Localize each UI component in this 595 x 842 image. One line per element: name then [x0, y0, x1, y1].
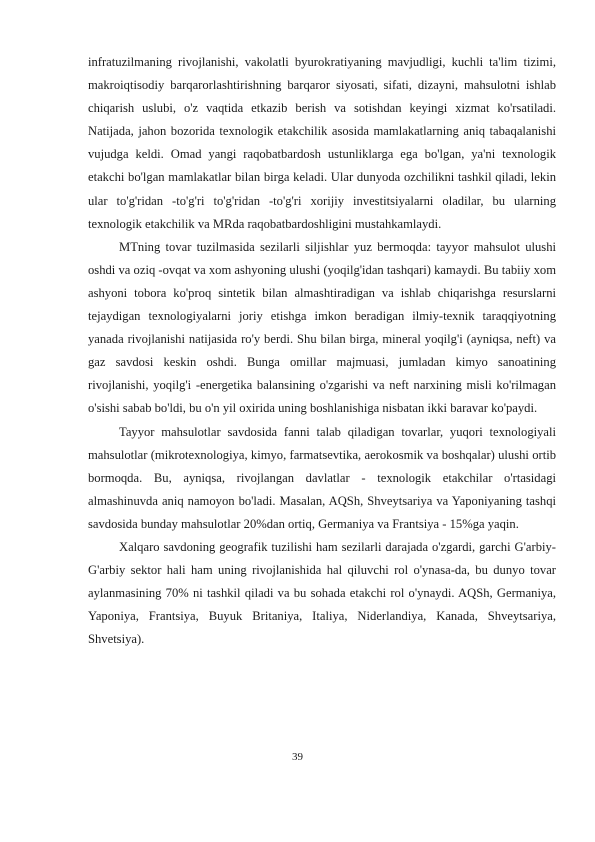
paragraph-2: MTning tovar tuzilmasida sezilarli siljishlar yuz bermoqda: tayyor mahsulot ulushi oshdi va oziq -ovqat va xom ashyoning ulushi (yoqilg'idan tashqari) kamaydi. Bu tabiiy xom ashyoni tobora ko'proq sintetik bilan almashtiradigan va ishlab chiqarishga resurslarni tejaydigan texnologiyalarni joriy etishga imkon beradigan ilmiy-texnik taraqqiyotning yanada rivojlanishi natijasida ro'y berdi. Shu bilan birga, mineral yoqilg'i (ayniqsa, neft) va gaz savdosi keskin oshdi. Bunga omillar majmuasi, jumladan kimyo sanoatining rivojlanishi, yoqilg'i -energetika balansining o'zgarishi va neft narxining misli ko'rilmagan o'sishi sabab bo'ldi, bu o'n yil oxirida uning boshlanishiga nisbatan ikki baravar ko'paydi.	[88, 239, 556, 416]
page-body	[88, 51, 556, 651]
paragraph-1: infratuzilmaning rivojlanishi, vakolatli byurokratiyaning mavjudligi, kuchli ta'lim tizimi, makroiqtisodiy barqarorlashtirishning barqaror siyosati, sifati, dizayni, mahsulotni ishlab chiqarish uslubi, o'z vaqtida etkazib berish va sotishdan keyingi xizmat ko'rsatiladi. Natijada, jahon bozorida texnologik etakchilik asosida mamlakatlarning aniq tabaqalanishi vujudga keldi. Omad yangi raqobatbardosh ustunliklarga ega bo'lgan, ya'ni texnologik etakchi bo'lgan mamlakatlar bilan birga keladi. Ular dunyoda ozchilikni tashkil qiladi, lekin ular to'g'ridan -to'g'ri to'g'ridan -to'g'ri xorijiy investitsiyalarni oladilar, bu ularning texnologik etakchilik va MRda raqobatbardoshligini mustahkamlaydi.	[88, 55, 556, 231]
paragraph-4: Xalqaro savdoning geografik tuzilishi ham sezilarli darajada o'zgardi, garchi G'arbiy-G'arbiy sektor hali ham uning rivojlanishida hal qiluvchi rol o'ynasa-da, bu dunyo tovar aylanmasining 70% ni tashkil qiladi va bu sohada etakchi rol o'ynaydi. AQSh, Germaniya, Yaponiya, Frantsiya, Buyuk Britaniya, Italiya, Niderlandiya, Kanada, Shveytsariya, Shvetsiya).	[88, 539, 556, 647]
paragraph-3: Tayyor mahsulotlar savdosida fanni talab qiladigan tovarlar, yuqori texnologiyali mahsulotlar (mikrotexnologiya, kimyo, farmatsevtika, aerokosmik va boshqalar) ulushi ortib bormoqda. Bu, ayniqsa, rivojlangan davlatlar - texnologik etakchilar o'rtasidagi almashinuvda aniq namoyon bo'ladi. Masalan, AQSh, Shveytsariya va Yaponiyaning tashqi savdosida bunday mahsulotlar 20%dan ortiq, Germaniya va Frantsiya - 15%ga yaqin.	[88, 424, 556, 531]
page-number: 39	[292, 751, 303, 763]
